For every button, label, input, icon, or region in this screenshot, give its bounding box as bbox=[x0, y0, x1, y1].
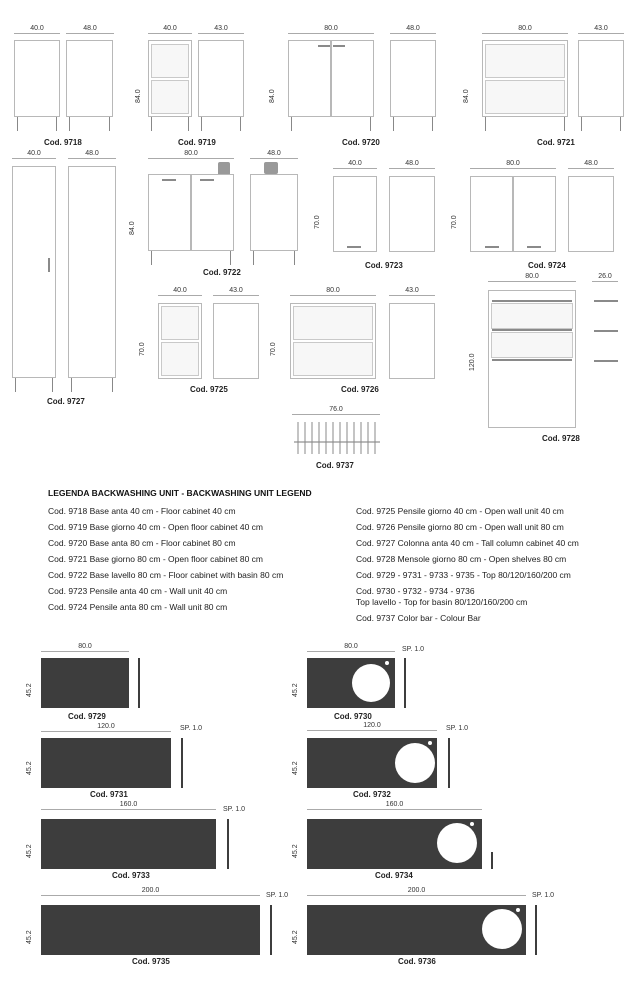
column-front bbox=[12, 166, 56, 378]
dim-line bbox=[12, 158, 56, 159]
dim-height: 70.0 bbox=[451, 215, 458, 229]
dim-height: 84.0 bbox=[463, 89, 470, 103]
legend-item: Cod. 9730 - 9732 - 9734 - 9736 bbox=[356, 586, 475, 596]
handle bbox=[318, 45, 330, 47]
thickness-label: SP. 1.0 bbox=[180, 725, 203, 732]
code-label: Cod. 9726 bbox=[341, 385, 379, 394]
leg bbox=[151, 251, 152, 265]
legend-item: Cod. 9729 - 9731 - 9733 - 9735 - Top 80/120/160/200 cm bbox=[356, 570, 571, 580]
basin-hole bbox=[395, 743, 435, 783]
cabinet-side bbox=[66, 40, 113, 117]
dim-height: 84.0 bbox=[135, 89, 142, 103]
code-label: Cod. 9728 bbox=[542, 434, 580, 443]
open-shelf bbox=[161, 342, 199, 376]
shelf-side bbox=[594, 360, 618, 362]
cabinet-door bbox=[288, 40, 331, 117]
dim-line bbox=[66, 33, 114, 34]
leg bbox=[71, 378, 72, 392]
dim-width: 40.0 bbox=[173, 287, 187, 294]
dim-depth: 45.2 bbox=[26, 930, 33, 944]
dim-depth: 43.0 bbox=[594, 25, 608, 32]
leg bbox=[253, 251, 254, 265]
code-label: Cod. 9736 bbox=[398, 957, 436, 966]
top-edge bbox=[181, 738, 183, 788]
shelf-side bbox=[594, 300, 618, 302]
handle bbox=[347, 246, 361, 248]
code-label: Cod. 9737 bbox=[316, 461, 354, 470]
cabinet-side bbox=[198, 40, 244, 117]
legend-item: Cod. 9725 Pensile giorno 40 cm - Open wall unit 40 cm bbox=[356, 506, 564, 516]
dim-height: 70.0 bbox=[314, 215, 321, 229]
code-label: Cod. 9724 bbox=[528, 261, 566, 270]
shelf-edge bbox=[492, 329, 572, 331]
cabinet-side bbox=[250, 174, 298, 251]
dim-depth: 43.0 bbox=[405, 287, 419, 294]
cabinet-door bbox=[191, 174, 234, 251]
dim-depth: 43.0 bbox=[229, 287, 243, 294]
dim-line bbox=[592, 281, 618, 282]
legend-item: Cod. 9728 Mensole giorno 80 cm - Open shelves 80 cm bbox=[356, 554, 567, 564]
dim-line bbox=[288, 33, 374, 34]
open-shelf bbox=[485, 80, 565, 114]
code-label: Cod. 9727 bbox=[47, 397, 85, 406]
top-edge bbox=[270, 905, 272, 955]
leg bbox=[69, 117, 70, 131]
top-edge bbox=[227, 819, 229, 869]
leg bbox=[230, 251, 231, 265]
basin-hole bbox=[482, 909, 522, 949]
dim-width: 80.0 bbox=[326, 287, 340, 294]
dim-depth: 26.0 bbox=[598, 273, 612, 280]
leg bbox=[56, 117, 57, 131]
code-label: Cod. 9718 bbox=[44, 138, 82, 147]
code-label: Cod. 9733 bbox=[112, 871, 150, 880]
leg bbox=[485, 117, 486, 131]
legend-title: LEGENDA BACKWASHING UNIT - BACKWASHING UNIT LEGEND bbox=[48, 488, 312, 498]
basin-hole bbox=[352, 664, 390, 702]
color-bar-drawing bbox=[292, 418, 382, 458]
code-label: Cod. 9731 bbox=[90, 790, 128, 799]
open-shelf bbox=[161, 306, 199, 340]
dim-width: 200.0 bbox=[407, 887, 426, 894]
shelf-side bbox=[594, 330, 618, 332]
dim-line bbox=[213, 295, 259, 296]
dim-depth: 45.2 bbox=[26, 844, 33, 858]
handle bbox=[162, 179, 176, 181]
column-side bbox=[68, 166, 116, 378]
cabinet-door bbox=[331, 40, 374, 117]
open-shelf bbox=[485, 44, 565, 78]
dim-width: 40.0 bbox=[27, 150, 41, 157]
top-panel bbox=[41, 658, 129, 708]
top-edge bbox=[535, 905, 537, 955]
dim-height: 120.0 bbox=[469, 353, 476, 371]
top-panel bbox=[41, 738, 171, 788]
dim-line bbox=[148, 33, 192, 34]
dim-depth: 48.0 bbox=[406, 25, 420, 32]
leg bbox=[393, 117, 394, 131]
dim-line bbox=[307, 651, 395, 652]
leg bbox=[15, 378, 16, 392]
tap-hole bbox=[470, 822, 474, 826]
dim-depth: 48.0 bbox=[267, 150, 281, 157]
dim-width: 80.0 bbox=[184, 150, 198, 157]
dim-height: 70.0 bbox=[139, 342, 146, 356]
dim-width: 80.0 bbox=[506, 160, 520, 167]
dim-line bbox=[198, 33, 244, 34]
leg bbox=[370, 117, 371, 131]
leg bbox=[240, 117, 241, 131]
dim-line bbox=[292, 414, 380, 415]
shelf-edge bbox=[492, 359, 572, 361]
leg bbox=[109, 117, 110, 131]
faucet-icon bbox=[264, 162, 278, 174]
tap-hole bbox=[516, 908, 520, 912]
leg bbox=[294, 251, 295, 265]
code-label: Cod. 9735 bbox=[132, 957, 170, 966]
thickness-label: SP. 1.0 bbox=[532, 892, 555, 899]
dim-width: 80.0 bbox=[344, 643, 358, 650]
thickness-label: SP. 1.0 bbox=[223, 806, 246, 813]
handle bbox=[48, 258, 50, 272]
legend-item: Cod. 9726 Pensile giorno 80 cm - Open wall unit 80 cm bbox=[356, 522, 564, 532]
dim-width: 120.0 bbox=[363, 722, 381, 729]
dim-width: 76.0 bbox=[329, 406, 343, 413]
dim-line bbox=[250, 158, 298, 159]
dim-line bbox=[14, 33, 60, 34]
leg bbox=[432, 117, 433, 131]
legend-item: Cod. 9724 Pensile anta 80 cm - Wall unit 80 cm bbox=[48, 602, 228, 612]
code-label: Cod. 9730 bbox=[334, 712, 372, 721]
code-label: Cod. 9719 bbox=[178, 138, 216, 147]
dim-line bbox=[389, 295, 435, 296]
code-label: Cod. 9732 bbox=[353, 790, 391, 799]
code-label: Cod. 9722 bbox=[203, 268, 241, 277]
dim-depth: 45.2 bbox=[26, 683, 33, 697]
dim-line bbox=[389, 168, 435, 169]
leg bbox=[52, 378, 53, 392]
code-label: Cod. 9734 bbox=[375, 871, 413, 880]
leg bbox=[581, 117, 582, 131]
wall-cabinet-side bbox=[568, 176, 614, 252]
code-label: Cod. 9725 bbox=[190, 385, 228, 394]
legend-item: Cod. 9722 Base lavello 80 cm - Floor cabinet with basin 80 cm bbox=[48, 570, 284, 580]
open-shelf bbox=[293, 342, 373, 376]
dim-width: 80.0 bbox=[518, 25, 532, 32]
dim-height: 70.0 bbox=[270, 342, 277, 356]
dim-line bbox=[41, 651, 129, 652]
dim-depth: 48.0 bbox=[584, 160, 598, 167]
dim-depth: 45.2 bbox=[26, 761, 33, 775]
leg bbox=[112, 378, 113, 392]
tap-hole bbox=[385, 661, 389, 665]
code-label: Cod. 9721 bbox=[537, 138, 575, 147]
leg bbox=[201, 117, 202, 131]
dim-width: 40.0 bbox=[163, 25, 177, 32]
tap-hole bbox=[428, 741, 432, 745]
dim-depth: 45.2 bbox=[292, 930, 299, 944]
handle bbox=[485, 246, 499, 248]
dim-width: 80.0 bbox=[324, 25, 338, 32]
dim-depth: 45.2 bbox=[292, 761, 299, 775]
cabinet-door bbox=[148, 174, 191, 251]
dim-depth: 48.0 bbox=[405, 160, 419, 167]
dim-line bbox=[470, 168, 556, 169]
legend-item: Cod. 9721 Base giorno 80 cm - Open floor cabinet 80 cm bbox=[48, 554, 263, 564]
legend-item: Cod. 9723 Pensile anta 40 cm - Wall unit 40 cm bbox=[48, 586, 228, 596]
dim-line bbox=[41, 895, 260, 896]
leg bbox=[17, 117, 18, 131]
top-edge bbox=[448, 738, 450, 788]
leg bbox=[151, 117, 152, 131]
dim-line bbox=[148, 158, 234, 159]
dim-line bbox=[290, 295, 376, 296]
legend-item: Cod. 9720 Base anta 80 cm - Floor cabinet 80 cm bbox=[48, 538, 236, 548]
dim-depth: 48.0 bbox=[85, 150, 99, 157]
basin-hole bbox=[437, 823, 477, 863]
dim-width: 120.0 bbox=[97, 723, 115, 730]
thickness-label: SP. 1.0 bbox=[266, 892, 289, 899]
dim-line bbox=[41, 809, 216, 810]
legend-item: Cod. 9718 Base anta 40 cm - Floor cabinet 40 cm bbox=[48, 506, 236, 516]
dim-width: 80.0 bbox=[525, 273, 539, 280]
top-panel bbox=[41, 819, 216, 869]
leg bbox=[620, 117, 621, 131]
dim-depth: 43.0 bbox=[214, 25, 228, 32]
shelf bbox=[491, 303, 573, 329]
dim-line bbox=[482, 33, 568, 34]
leg bbox=[291, 117, 292, 131]
dim-line bbox=[578, 33, 624, 34]
handle bbox=[333, 45, 345, 47]
wall-cabinet-door bbox=[470, 176, 513, 252]
dim-height: 84.0 bbox=[269, 89, 276, 103]
wall-cabinet-front bbox=[333, 176, 377, 252]
dim-width: 160.0 bbox=[119, 801, 138, 808]
wall-cabinet-door bbox=[513, 176, 556, 252]
thickness-label: SP. 1.0 bbox=[402, 646, 425, 653]
dim-width: 80.0 bbox=[78, 643, 92, 650]
dim-line bbox=[41, 731, 171, 732]
cabinet-front bbox=[14, 40, 60, 117]
shelf-edge bbox=[492, 300, 572, 302]
dim-line bbox=[307, 809, 482, 810]
code-label: Cod. 9723 bbox=[365, 261, 403, 270]
code-label: Cod. 9729 bbox=[68, 712, 106, 721]
open-shelf bbox=[151, 80, 189, 114]
legend-item: Cod. 9737 Color bar - Colour Bar bbox=[356, 613, 481, 623]
handle bbox=[200, 179, 214, 181]
cabinet-side bbox=[390, 40, 436, 117]
open-wall-side bbox=[213, 303, 259, 379]
dim-depth: 45.2 bbox=[292, 844, 299, 858]
wall-cabinet-side bbox=[389, 176, 435, 252]
open-shelf bbox=[293, 306, 373, 340]
top-edge bbox=[491, 852, 493, 869]
dim-width: 40.0 bbox=[348, 160, 362, 167]
top-edge bbox=[404, 658, 406, 708]
legend-item: Top lavello - Top for basin 80/120/160/200 cm bbox=[356, 597, 528, 607]
top-panel bbox=[41, 905, 260, 955]
top-edge bbox=[138, 658, 140, 708]
cabinet-side bbox=[578, 40, 624, 117]
dim-width: 40.0 bbox=[30, 25, 44, 32]
handle bbox=[527, 246, 541, 248]
dim-line bbox=[307, 895, 526, 896]
open-wall-side bbox=[389, 303, 435, 379]
dim-line bbox=[307, 730, 437, 731]
legend-item: Cod. 9719 Base giorno 40 cm - Open floor cabinet 40 cm bbox=[48, 522, 263, 532]
open-shelf bbox=[151, 44, 189, 78]
dim-line bbox=[333, 168, 377, 169]
shelf bbox=[491, 332, 573, 358]
dim-width: 160.0 bbox=[385, 801, 404, 808]
dim-line bbox=[68, 158, 116, 159]
dim-line bbox=[488, 281, 576, 282]
dim-width: 200.0 bbox=[141, 887, 160, 894]
dim-height: 84.0 bbox=[129, 221, 136, 235]
leg bbox=[188, 117, 189, 131]
dim-line bbox=[158, 295, 202, 296]
leg bbox=[564, 117, 565, 131]
legend-item: Cod. 9727 Colonna anta 40 cm - Tall column cabinet 40 cm bbox=[356, 538, 579, 548]
dim-depth: 45.2 bbox=[292, 683, 299, 697]
dim-depth: 48.0 bbox=[83, 25, 97, 32]
thickness-label: SP. 1.0 bbox=[446, 725, 469, 732]
code-label: Cod. 9720 bbox=[342, 138, 380, 147]
dim-line bbox=[568, 168, 614, 169]
dim-line bbox=[390, 33, 436, 34]
